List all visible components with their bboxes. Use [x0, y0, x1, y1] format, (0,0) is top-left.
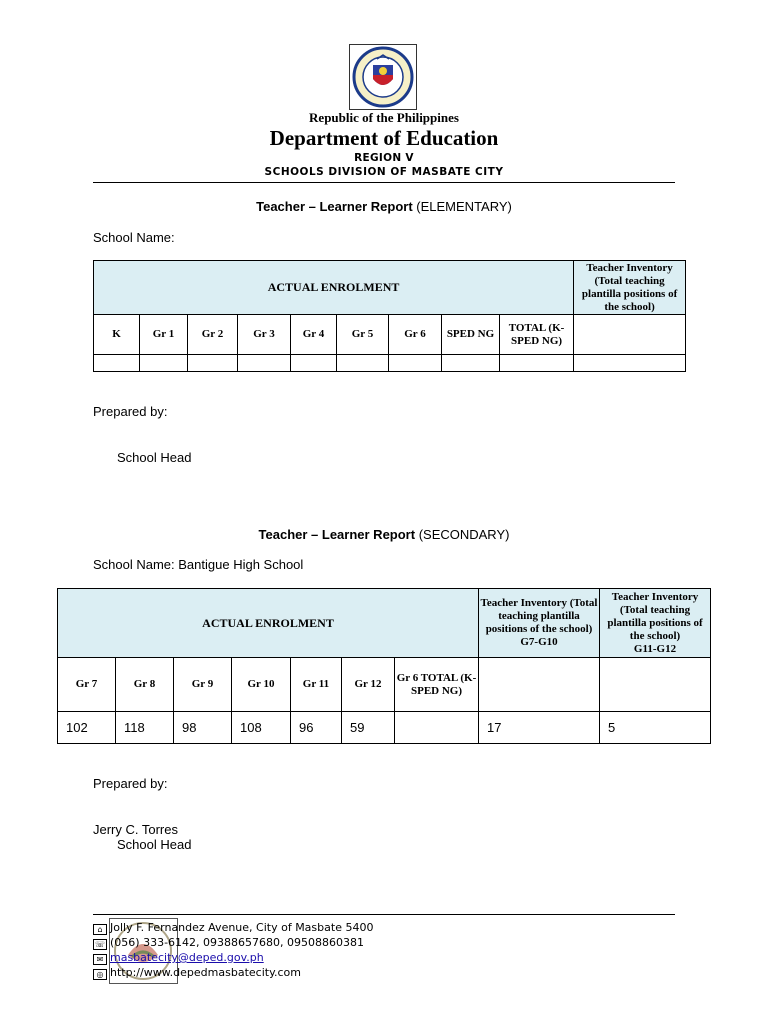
- secondary-col-header: Gr 10: [232, 658, 291, 712]
- phone-icon: ☏: [94, 940, 105, 949]
- table-cell: [389, 355, 442, 372]
- elementary-col-header: Gr 1: [140, 315, 188, 355]
- secondary-enrolment-table: [57, 588, 711, 744]
- teacher-inventory-g7-g10-value: 17: [479, 712, 600, 744]
- elementary-col-header: Gr 2: [188, 315, 238, 355]
- secondary-col-header: Gr 8: [116, 658, 174, 712]
- secondary-teacher-inventory-g11-header: [600, 589, 711, 658]
- website-link[interactable]: http://www.depedmasbatecity.com: [110, 966, 301, 979]
- footer-phone-text: (056) 333-6142, 09388657680, 09508860381: [110, 936, 364, 949]
- enrolment-value-gr8: 118: [116, 712, 174, 744]
- region-heading: REGION V: [354, 152, 414, 164]
- table-cell: [479, 658, 600, 712]
- deped-seal-logo: [349, 44, 417, 110]
- footer-address: [93, 921, 373, 935]
- secondary-prepared-by: Prepared by:: [93, 776, 168, 791]
- department-heading: Department of Education: [269, 126, 499, 150]
- g7-range-label: G7-G10: [520, 636, 558, 648]
- table-cell: [94, 355, 140, 372]
- signatory-name: Jerry C. Torres: [93, 822, 178, 837]
- secondary-teacher-inventory-g7-header: [479, 589, 600, 658]
- header-divider: [93, 182, 675, 183]
- enrolment-value-gr7: 102: [58, 712, 116, 744]
- elementary-col-header: Gr 5: [337, 315, 389, 355]
- table-cell: [337, 355, 389, 372]
- secondary-report-title: [0, 527, 768, 542]
- table-cell: [291, 355, 337, 372]
- footer-website[interactable]: [93, 966, 301, 980]
- elementary-enrolment-table: [93, 260, 686, 372]
- secondary-title-bold: Teacher – Learner Report: [258, 527, 416, 542]
- elementary-col-header: Gr 4: [291, 315, 337, 355]
- table-cell: [140, 355, 188, 372]
- footer-address-text: Jolly F. Fernandez Avenue, City of Masbate 5400: [110, 921, 374, 934]
- enrolment-value-gr9: 98: [174, 712, 232, 744]
- secondary-school-name: School Name: Bantigue High School: [93, 557, 304, 572]
- secondary-col-header: Gr 7: [58, 658, 116, 712]
- teacher-inventory-g11-g12-value: 5: [600, 712, 711, 744]
- elementary-report-title: [0, 199, 768, 214]
- elementary-school-name-label: School Name:: [93, 230, 175, 245]
- g11-range-label: G11-G12: [633, 642, 677, 655]
- secondary-school-head: School Head: [117, 837, 192, 852]
- table-cell: [442, 355, 500, 372]
- web-icon: ◎: [93, 969, 107, 980]
- enrolment-value-gr10: 108: [232, 712, 291, 744]
- elementary-col-header: TOTAL (K- SPED NG): [500, 315, 574, 355]
- footer-phone: [93, 936, 364, 950]
- elementary-col-header: SPED NG: [442, 315, 500, 355]
- footer-email[interactable]: [93, 951, 264, 965]
- table-cell: [500, 355, 574, 372]
- table-cell: [238, 355, 291, 372]
- location-icon: ⌂: [93, 924, 107, 935]
- division-heading: SCHOOLS DIVISION OF MASBATE CITY: [264, 166, 504, 178]
- footer-divider: [93, 914, 675, 915]
- elementary-school-head: School Head: [117, 450, 192, 465]
- teacher-inventory-label: Teacher Inventory (Total teaching plantilla positions of the school): [480, 597, 598, 635]
- elementary-teacher-inventory-cell: [574, 315, 686, 355]
- secondary-col-header: Gr 6 TOTAL (K- SPED NG): [395, 658, 479, 712]
- email-icon: ✉: [93, 954, 107, 965]
- teacher-inventory-label: Teacher Inventory (Total teaching plantilla positions of the school): [607, 590, 703, 642]
- elementary-title-bold: Teacher – Learner Report: [256, 199, 413, 214]
- elementary-actual-enrolment-header: ACTUAL ENROLMENT: [94, 261, 574, 315]
- table-cell: [600, 658, 711, 712]
- elementary-col-header: Gr 6: [389, 315, 442, 355]
- elementary-prepared-by: Prepared by:: [93, 404, 168, 419]
- elementary-col-header: K: [94, 315, 140, 355]
- enrolment-value-total: [395, 712, 479, 744]
- elementary-col-header: Gr 3: [238, 315, 291, 355]
- elementary-title-suffix: (ELEMENTARY): [412, 199, 512, 214]
- secondary-actual-enrolment-header: ACTUAL ENROLMENT: [58, 589, 479, 658]
- secondary-col-header: Gr 12: [342, 658, 395, 712]
- table-cell: [188, 355, 238, 372]
- secondary-col-header: Gr 11: [291, 658, 342, 712]
- email-link[interactable]: masbatecity@deped.gov.ph: [110, 951, 264, 964]
- elementary-teacher-inventory-header: Teacher Inventory (Total teaching plantilla positions of the school): [574, 261, 686, 315]
- table-cell: [574, 355, 686, 372]
- secondary-title-suffix: (SECONDARY): [415, 527, 510, 542]
- republic-heading: Republic of the Philippines: [309, 110, 459, 125]
- enrolment-value-gr12: 59: [342, 712, 395, 744]
- secondary-col-header: Gr 9: [174, 658, 232, 712]
- enrolment-value-gr11: 96: [291, 712, 342, 744]
